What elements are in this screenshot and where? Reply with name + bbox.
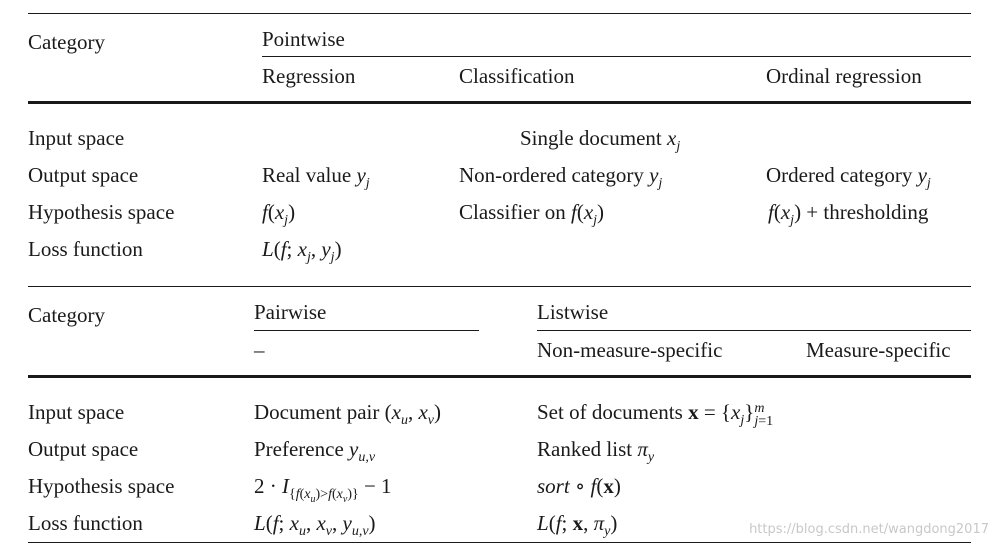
document-pair-cell: Document pair ($x_u$, $x_v$)	[254, 400, 441, 429]
listwise-header: Listwise	[537, 300, 609, 324]
non-measure-specific-header: Non-measure-specific	[537, 338, 723, 362]
measure-specific-header: Measure-specific	[806, 338, 951, 362]
regression-header: Regression	[262, 64, 356, 88]
top-category-header: Category	[28, 30, 105, 54]
bottom-category-header: Category	[28, 303, 105, 327]
listwise-group-rule	[537, 330, 971, 331]
bottom-header-rule	[28, 375, 971, 378]
top-output-space-label: Output space	[28, 163, 139, 187]
single-document-cell: Single document $x_j$	[520, 126, 681, 155]
pointwise-group-rule	[262, 56, 971, 57]
classifier-hypothesis-cell: Classifier on $f(x_j)$	[459, 200, 605, 229]
pairwise-subheader-dash: –	[254, 338, 265, 362]
top-table-bottom-rule	[28, 286, 971, 287]
top-hypothesis-space-label: Hypothesis space	[28, 200, 175, 224]
csdn-watermark: https://blog.csdn.net/wangdong2017	[749, 522, 989, 537]
preference-cell: Preference $y_{u,v}$	[254, 437, 376, 466]
bottom-output-space-label: Output space	[28, 437, 139, 461]
bottom-loss-function-label: Loss function	[28, 511, 143, 535]
set-of-documents-cell: Set of documents $x = \{x_j\}$ m j=1	[537, 400, 774, 429]
bottom-hypothesis-space-label: Hypothesis space	[28, 474, 175, 498]
pairwise-header: Pairwise	[254, 300, 327, 324]
non-ordered-category-cell: Non-ordered category $y_j$	[459, 163, 663, 192]
pairwise-hypothesis-cell: $2 \cdot I_{\{f(x_u)>f(x_v)\}} - 1$	[254, 474, 392, 505]
ranked-list-cell: Ranked list $\pi_y$	[537, 437, 655, 466]
bottom-table-bottom-rule	[28, 542, 971, 543]
pairwise-group-rule	[254, 330, 479, 331]
bottom-input-space-label: Input space	[28, 400, 125, 424]
pairwise-loss-cell: L(f; $x_u$, $x_v$, $y_{u,v}$)	[254, 511, 376, 540]
ordinal-regression-header: Ordinal regression	[766, 64, 922, 88]
regression-hypothesis-cell: $f(x_j)$	[262, 200, 296, 229]
top-header-rule	[28, 101, 971, 104]
pointwise-header: Pointwise	[262, 27, 345, 51]
pointwise-loss-cell: L(f; $x_j$, $y_j$)	[262, 237, 342, 266]
listwise-hypothesis-cell: sort ∘ f(x)	[537, 474, 621, 498]
top-loss-function-label: Loss function	[28, 237, 143, 261]
thresholding-hypothesis-cell: $f(x_j)$ + thresholding	[768, 200, 929, 229]
top-input-space-label: Input space	[28, 126, 125, 150]
real-value-cell: Real value $y_j$	[262, 163, 370, 192]
top-table-top-rule	[28, 13, 971, 14]
ordered-category-cell: Ordered category $y_j$	[766, 163, 931, 192]
listwise-loss-cell: L(f; x, $\pi_y$)	[537, 511, 618, 540]
classification-header: Classification	[459, 64, 575, 88]
